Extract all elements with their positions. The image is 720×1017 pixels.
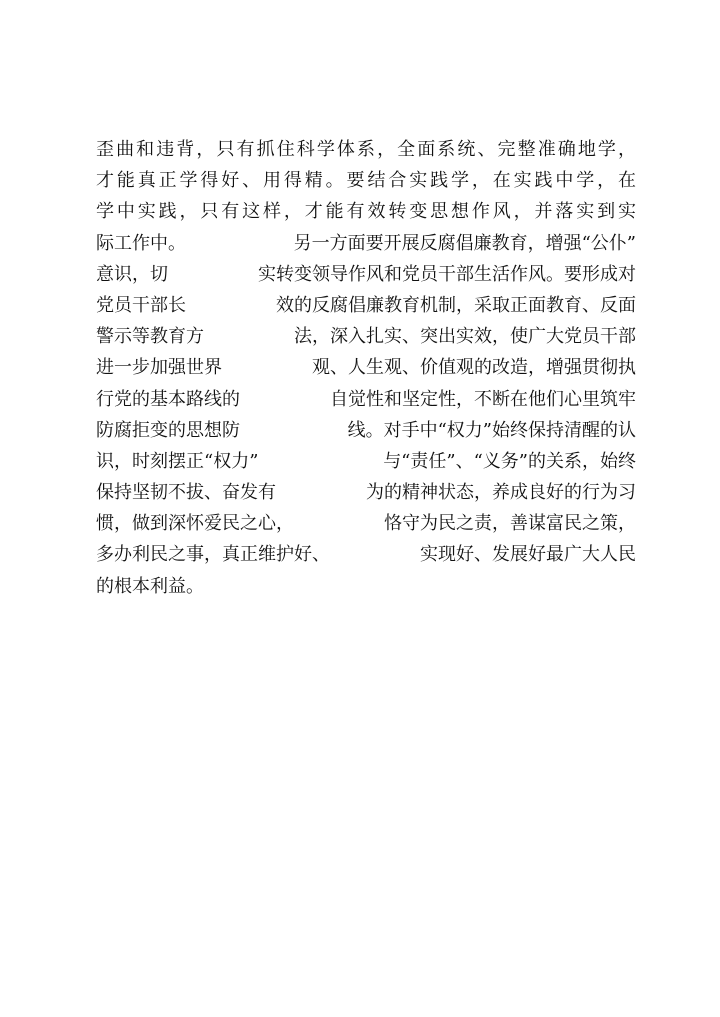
text-segment: 际工作中。	[96, 232, 186, 254]
text-segment: 观、人生观、价值观的改造，增强贯彻执	[312, 357, 636, 379]
text-segment: 行党的基本路线的	[96, 388, 240, 410]
text-segment: 警示等教育方	[96, 326, 204, 348]
text-line	[96, 259, 636, 290]
text-segment: 惯，做到深怀爱民之心，	[96, 513, 294, 535]
text-segment: 线。对手中“权力”始终保持清醒的认	[347, 419, 636, 441]
text-line	[96, 415, 636, 446]
text-line	[96, 571, 636, 602]
text-line	[96, 508, 636, 539]
text-line	[96, 196, 639, 227]
text-line	[96, 384, 636, 415]
text-segment: 才能真正学得好、用得精。要结合实践学，在实践中学，在	[96, 170, 639, 192]
text-line	[96, 134, 639, 165]
text-segment: 学中实践，只有这样，才能有效转变思想作风，并落实到实	[96, 201, 639, 223]
text-segment: 另一方面要开展反腐倡廉教育，增强“公仆”	[293, 232, 636, 254]
text-segment: 恪守为民之责，善谋富民之策，	[384, 513, 636, 535]
text-segment: 自觉性和坚定性，不断在他们心里筑牢	[330, 388, 636, 410]
text-segment: 进一步加强世界	[96, 357, 222, 379]
text-segment: 实现好、发展好最广大人民	[420, 544, 636, 566]
text-segment: 实转变领导作风和党员干部生活作风。要形成对	[258, 263, 636, 285]
text-segment: 为的精神状态，养成良好的行为习	[366, 482, 636, 504]
text-segment: 识，时刻摆正“权力”	[96, 450, 259, 472]
text-segment: 的根本利益。	[96, 575, 204, 597]
text-line	[96, 165, 639, 196]
text-line	[96, 290, 636, 321]
text-segment: 意识，切	[96, 263, 168, 285]
text-line	[96, 321, 636, 352]
text-segment: 法，深入扎实、突出实效，使广大党员干部	[294, 326, 636, 348]
text-segment: 多办利民之事，真正维护好、	[96, 544, 330, 566]
text-line	[96, 228, 636, 259]
text-segment: 防腐拒变的思想防	[96, 419, 240, 441]
text-segment: 与“责任”、“义务”的关系，始终	[383, 450, 636, 472]
text-line	[96, 446, 636, 477]
text-line	[96, 352, 636, 383]
text-line	[96, 539, 636, 570]
text-segment: 效的反腐倡廉教育机制，采取正面教育、反面	[276, 294, 636, 316]
text-segment: 党员干部长	[96, 294, 186, 316]
text-segment: 保持坚韧不拔、奋发有	[96, 482, 276, 504]
body-text	[96, 134, 639, 602]
text-segment: 歪曲和违背，只有抓住科学体系，全面系统、完整准确地学，	[96, 139, 639, 160]
text-line	[96, 477, 636, 508]
